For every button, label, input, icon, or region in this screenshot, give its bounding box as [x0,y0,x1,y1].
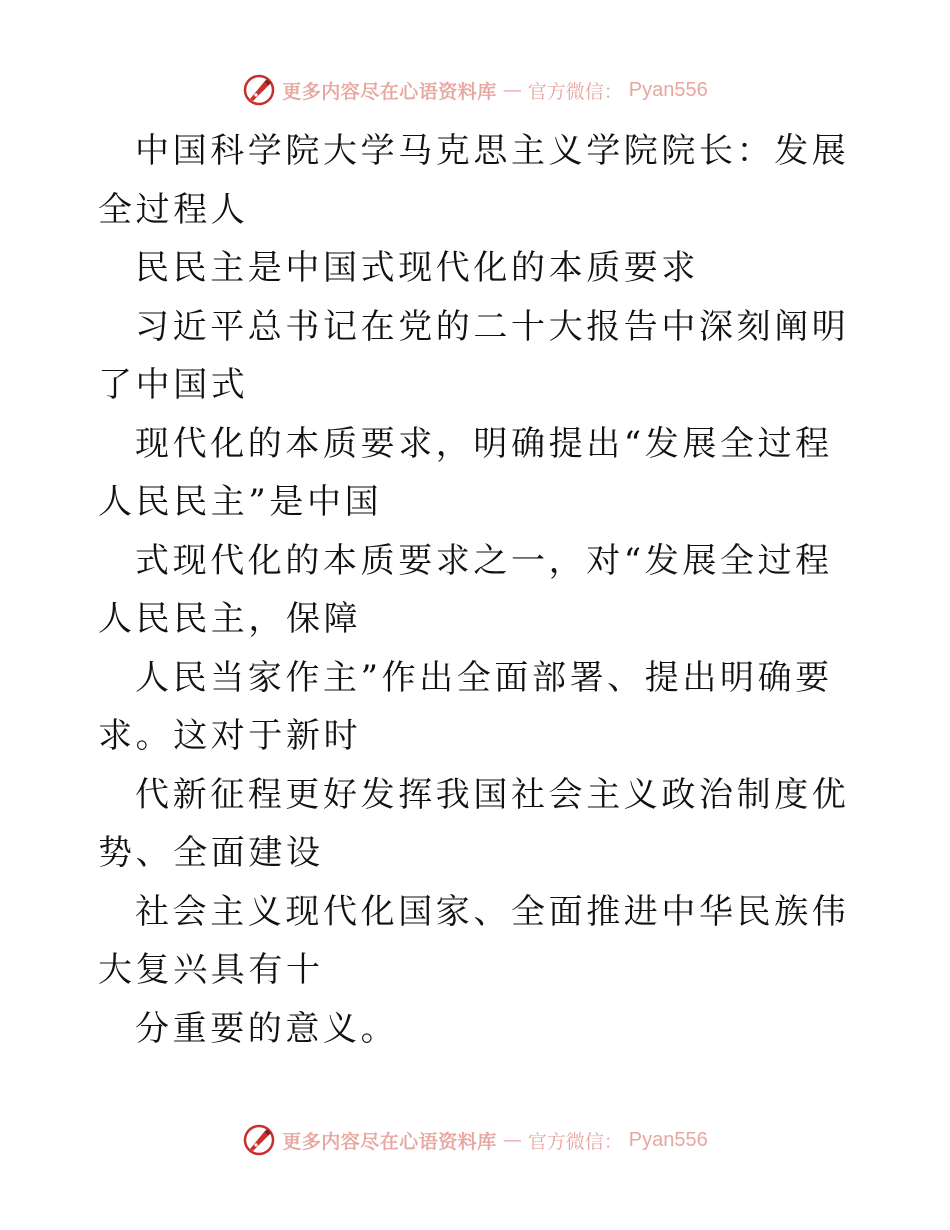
paragraph: 社会主义现代化国家、全面推进中华民族伟大复兴具有十 [98,891,850,990]
watermark-separator: — [502,1129,522,1151]
document-body [98,122,858,1058]
paragraph: 现代化的本质要求，明确提出“发展全过程人民民主”是中国 [98,423,833,522]
watermark-site-text: 更多内容尽在心语资料库 [282,1130,497,1153]
pen-nib-logo-icon [242,1123,276,1157]
paragraph: 中国科学院大学马克思主义学院院长：发展全过程人 [98,131,850,230]
watermark-official-label: 官方微信： [527,80,623,103]
watermark-wechat-id: Pyan556 [628,1128,708,1151]
watermark-site-text: 更多内容尽在心语资料库 [282,80,497,103]
paragraph: 习近平总书记在党的二十大报告中深刻阐明了中国式 [98,306,850,405]
pen-nib-logo-icon [242,73,276,107]
paragraph: 分重要的意义。 [135,1008,399,1049]
watermark-wechat-id: Pyan556 [628,78,708,101]
paragraph: 代新征程更好发挥我国社会主义政治制度优势、全面建设 [98,774,850,873]
paragraph: 人民当家作主”作出全面部署、提出明确要求。这对于新时 [98,657,833,756]
header-watermark [0,72,950,108]
watermark-official-label: 官方微信： [527,1130,623,1153]
paragraph: 式现代化的本质要求之一，对“发展全过程人民民主，保障 [98,540,833,639]
footer-watermark [0,1122,950,1158]
paragraph: 民民主是中国式现代化的本质要求 [135,248,699,288]
watermark-separator: — [502,79,522,101]
